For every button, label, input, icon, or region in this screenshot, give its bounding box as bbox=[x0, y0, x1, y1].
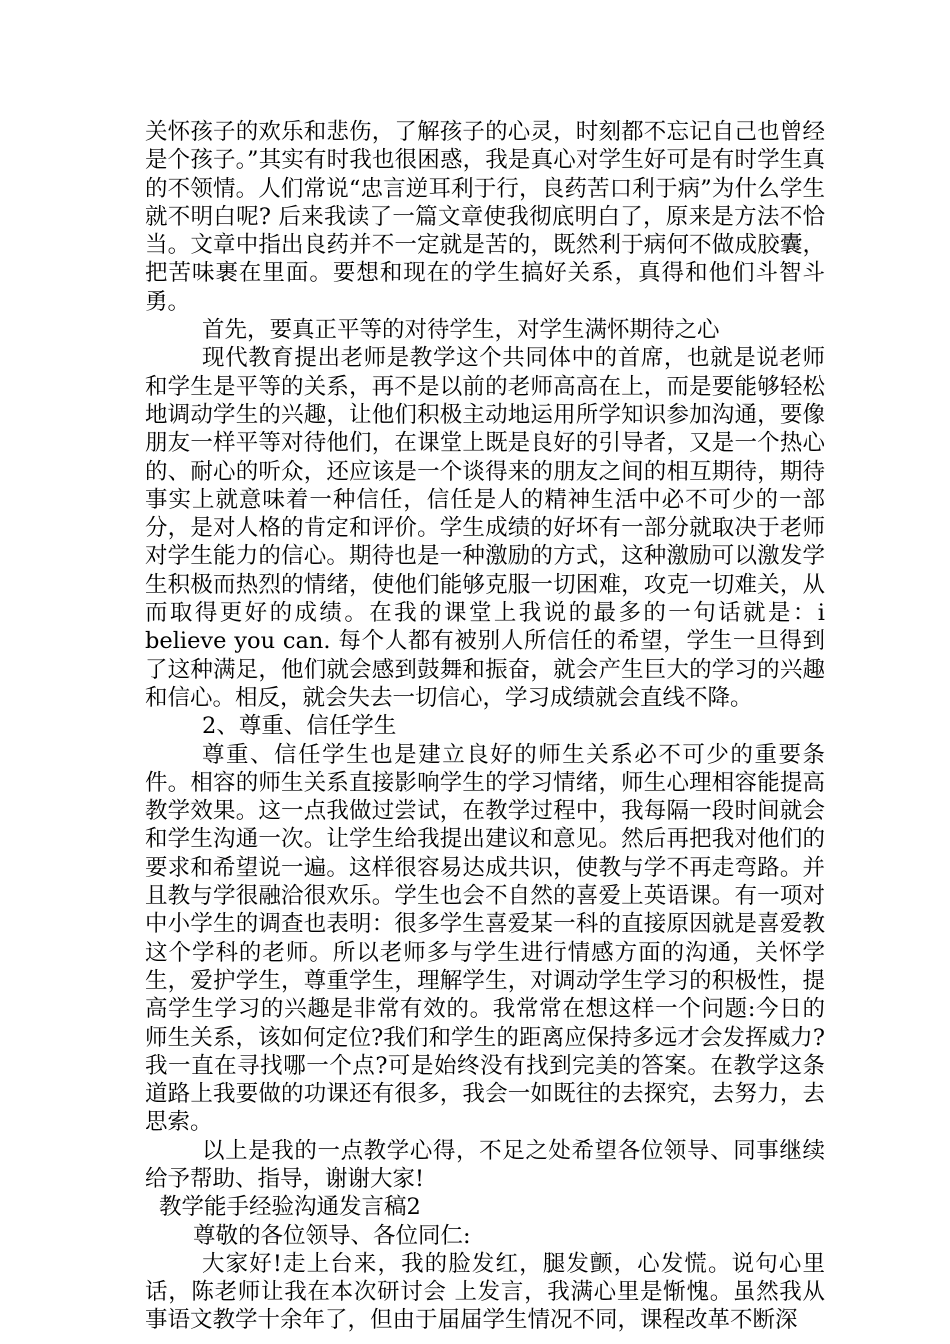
paragraph-intro: 关怀孩子的欢乐和悲伤，了解孩子的心灵，时刻都不忘记自己也曾经是个孩子。”其实有时我也很困惑，我是真心对学生好可是有时学生真的不领情。人们常说“忠言逆耳利于行，良药苦口利于病”为什么学生就不明白呢? 后来我读了一篇文章使我彻底明白了，原来是方法不恰当。文章中指出良药并不一定就是苦的，既然利于病何不做成胶囊，把苦味裹在里面。要想和现在的学生搞好关系，真得和他们斗智斗勇。 bbox=[145, 119, 825, 315]
paragraph-closing: 以上是我的一点教学心得，不足之处希望各位领导、同事继续给予帮助、指导，谢谢大家! bbox=[145, 1137, 825, 1192]
heading-equal-treatment: 首先，要真正平等的对待学生，对学生满怀期待之心 bbox=[202, 317, 720, 344]
section-title: 教学能手经验沟通发言稿2 bbox=[159, 1194, 421, 1221]
paragraph-greeting: 大家好!走上台来，我的脸发红，腿发颤，心发慌。说句心里话，陈老师让我在本次研讨会 上发言，我满心里是惭愧。虽然我从事语文教学十余年了，但由于届届学生情况不同，课程改革不断深 bbox=[145, 1250, 825, 1334]
salutation: 尊敬的各位领导、各位同仁: bbox=[193, 1222, 471, 1249]
document-page bbox=[145, 118, 825, 1335]
heading-respect-trust: 2、尊重、信任学生 bbox=[202, 713, 397, 740]
paragraph-respect-trust: 尊重、信任学生也是建立良好的师生关系必不可少的重要条件。相容的师生关系直接影响学生的学习情绪，师生心理相容能提高教学效果。这一点我做过尝试，在教学过程中，我每隔一段时间就会和学生沟通一次。让学生给我提出建议和意见。然后再把我对他们的要求和希望说一遍。这样很容易达成共识，使教与学不再走弯路。并且教与学很融洽很欢乐。学生也会不自然的喜爱上英语课。有一项对中小学生的调查也表明：很多学生喜爱某一科的直接原因就是喜爱教这个学科的老师。所以老师多与学生进行情感方面的沟通，关怀学生，爱护学生，尊重学生，理解学生，对调动学生学习的积极性，提高学生学习的兴趣是非常有效的。我常常在想这样一个问题:今日的师生关系，该如何定位?我们和学生的距离应保持多远才会发挥威力?我一直在寻找哪一个点?可是始终没有找到完美的答案。在教学这条道路上我要做的功课还有很多，我会一如既往的去探究，去努力，去思索。 bbox=[145, 741, 825, 1136]
paragraph-modern-education: 现代教育提出老师是教学这个共同体中的首席，也就是说老师和学生是平等的关系，再不是以前的老师高高在上，而是要能够轻松地调动学生的兴趣，让他们积极主动地运用所学知识参加沟通，要像朋友一样平等对待他们，在课堂上既是良好的引导者，又是一个热心的、耐心的听众，还应该是一个谈得来的朋友之间的相互期待，期待事实上就意味着一种信任，信任是人的精神生活中必不可少的一部分，是对人格的肯定和评价。学生成绩的好坏有一部分就取决于老师对学生能力的信心。期待也是一种激励的方式，这种激励可以激发学生积极而热烈的情绪，使他们能够克服一切困难，攻克一切难关，从而取得更好的成绩。在我的课堂上我说的最多的一句话就是：i believe you can. 每个人都有被别人所信任的希望，学生一旦得到了这种满足，他们就会感到鼓舞和振奋，就会产生巨大的学习的兴趣和信心。相反，就会失去一切信心，学习成绩就会直线不降。 bbox=[145, 345, 825, 711]
